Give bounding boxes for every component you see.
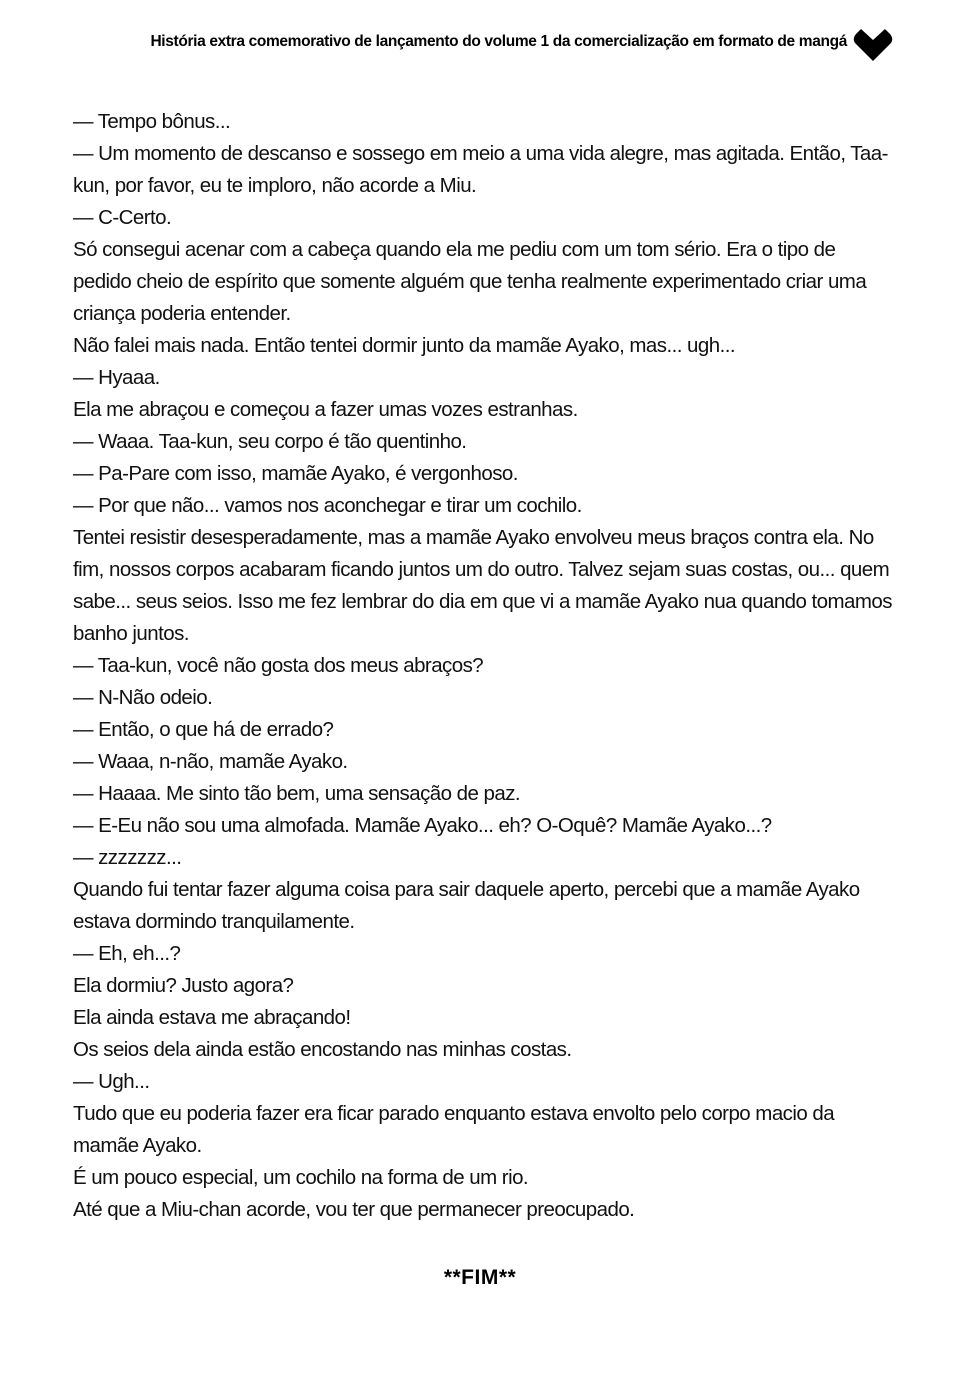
header-title: História extra comemorativo de lançamento do volume 1 da comercialização em formato de mangá <box>150 33 847 50</box>
paragraph: Os seios dela ainda estão encostando nas minhas costas. <box>73 1038 572 1061</box>
paragraph: Ela ainda estava me abraçando! <box>73 1006 351 1029</box>
paragraph: — Ugh... <box>73 1070 150 1093</box>
paragraph: — Hyaaa. <box>73 366 160 389</box>
paragraph: Até que a Miu-chan acorde, vou ter que permanecer preocupado. <box>73 1198 635 1221</box>
paragraph: — Pa-Pare com isso, mamãe Ayako, é vergonhoso. <box>73 462 518 485</box>
paragraph: Tudo que eu poderia fazer era ficar parado enquanto estava envolto pelo corpo macio da mamãe Ayako. <box>73 1102 835 1157</box>
paragraph: — Então, o que há de errado? <box>73 718 334 741</box>
paragraph: — Waaa. Taa-kun, seu corpo é tão quentinho. <box>73 430 467 453</box>
paragraph: Só consegui acenar com a cabeça quando ela me pediu com um tom sério. Era o tipo de pedido cheio de espírito que somente alguém que tenha realmente experimentado criar uma criança poderia entender. <box>73 238 867 325</box>
paragraph: — Taa-kun, você não gosta dos meus abraços? <box>73 654 484 677</box>
paragraph: Ela dormiu? Justo agora? <box>73 974 294 997</box>
paragraph: — E-Eu não sou uma almofada. Mamãe Ayako... eh? O-Oquê? Mamãe Ayako...? <box>73 814 772 837</box>
heart-icon <box>853 28 893 62</box>
end-mark: **FIM** <box>443 1266 517 1289</box>
paragraph: — Haaaa. Me sinto tão bem, uma sensação de paz. <box>73 782 521 805</box>
paragraph: — Tempo bônus... <box>73 110 231 133</box>
paragraph: Não falei mais nada. Então tentei dormir junto da mamãe Ayako, mas... ugh... <box>73 334 736 357</box>
paragraph: — zzzzzzz... <box>73 846 182 869</box>
paragraph: É um pouco especial, um cochilo na forma de um rio. <box>73 1166 529 1189</box>
paragraph: Quando fui tentar fazer alguma coisa para sair daquele aperto, percebi que a mamãe Ayako estava dormindo tranquilamente. <box>73 878 860 933</box>
paragraph: — Um momento de descanso e sossego em meio a uma vida alegre, mas agitada. Então, Taa-kun, por favor, eu te imploro, não acorde a Miu. <box>73 142 888 197</box>
paragraph: Ela me abraçou e começou a fazer umas vozes estranhas. <box>73 398 578 421</box>
page-header <box>0 26 960 62</box>
paragraph: — Eh, eh...? <box>73 942 181 965</box>
paragraph: — Waaa, n-não, mamãe Ayako. <box>73 750 348 773</box>
paragraph: — Por que não... vamos nos aconchegar e tirar um cochilo. <box>73 494 582 517</box>
story-body <box>73 106 893 1226</box>
paragraph: Tentei resistir desesperadamente, mas a mamãe Ayako envolveu meus braços contra ela. No fim, nossos corpos acabaram ficando juntos um do outro. Talvez sejam suas costas, ou... quem sabe... seus seios. Isso me fez lembrar do dia em que vi a mamãe Ayako nua quando tomamos banho juntos. <box>73 526 892 645</box>
paragraph: — C-Certo. <box>73 206 172 229</box>
paragraph: — N-Não odeio. <box>73 686 213 709</box>
